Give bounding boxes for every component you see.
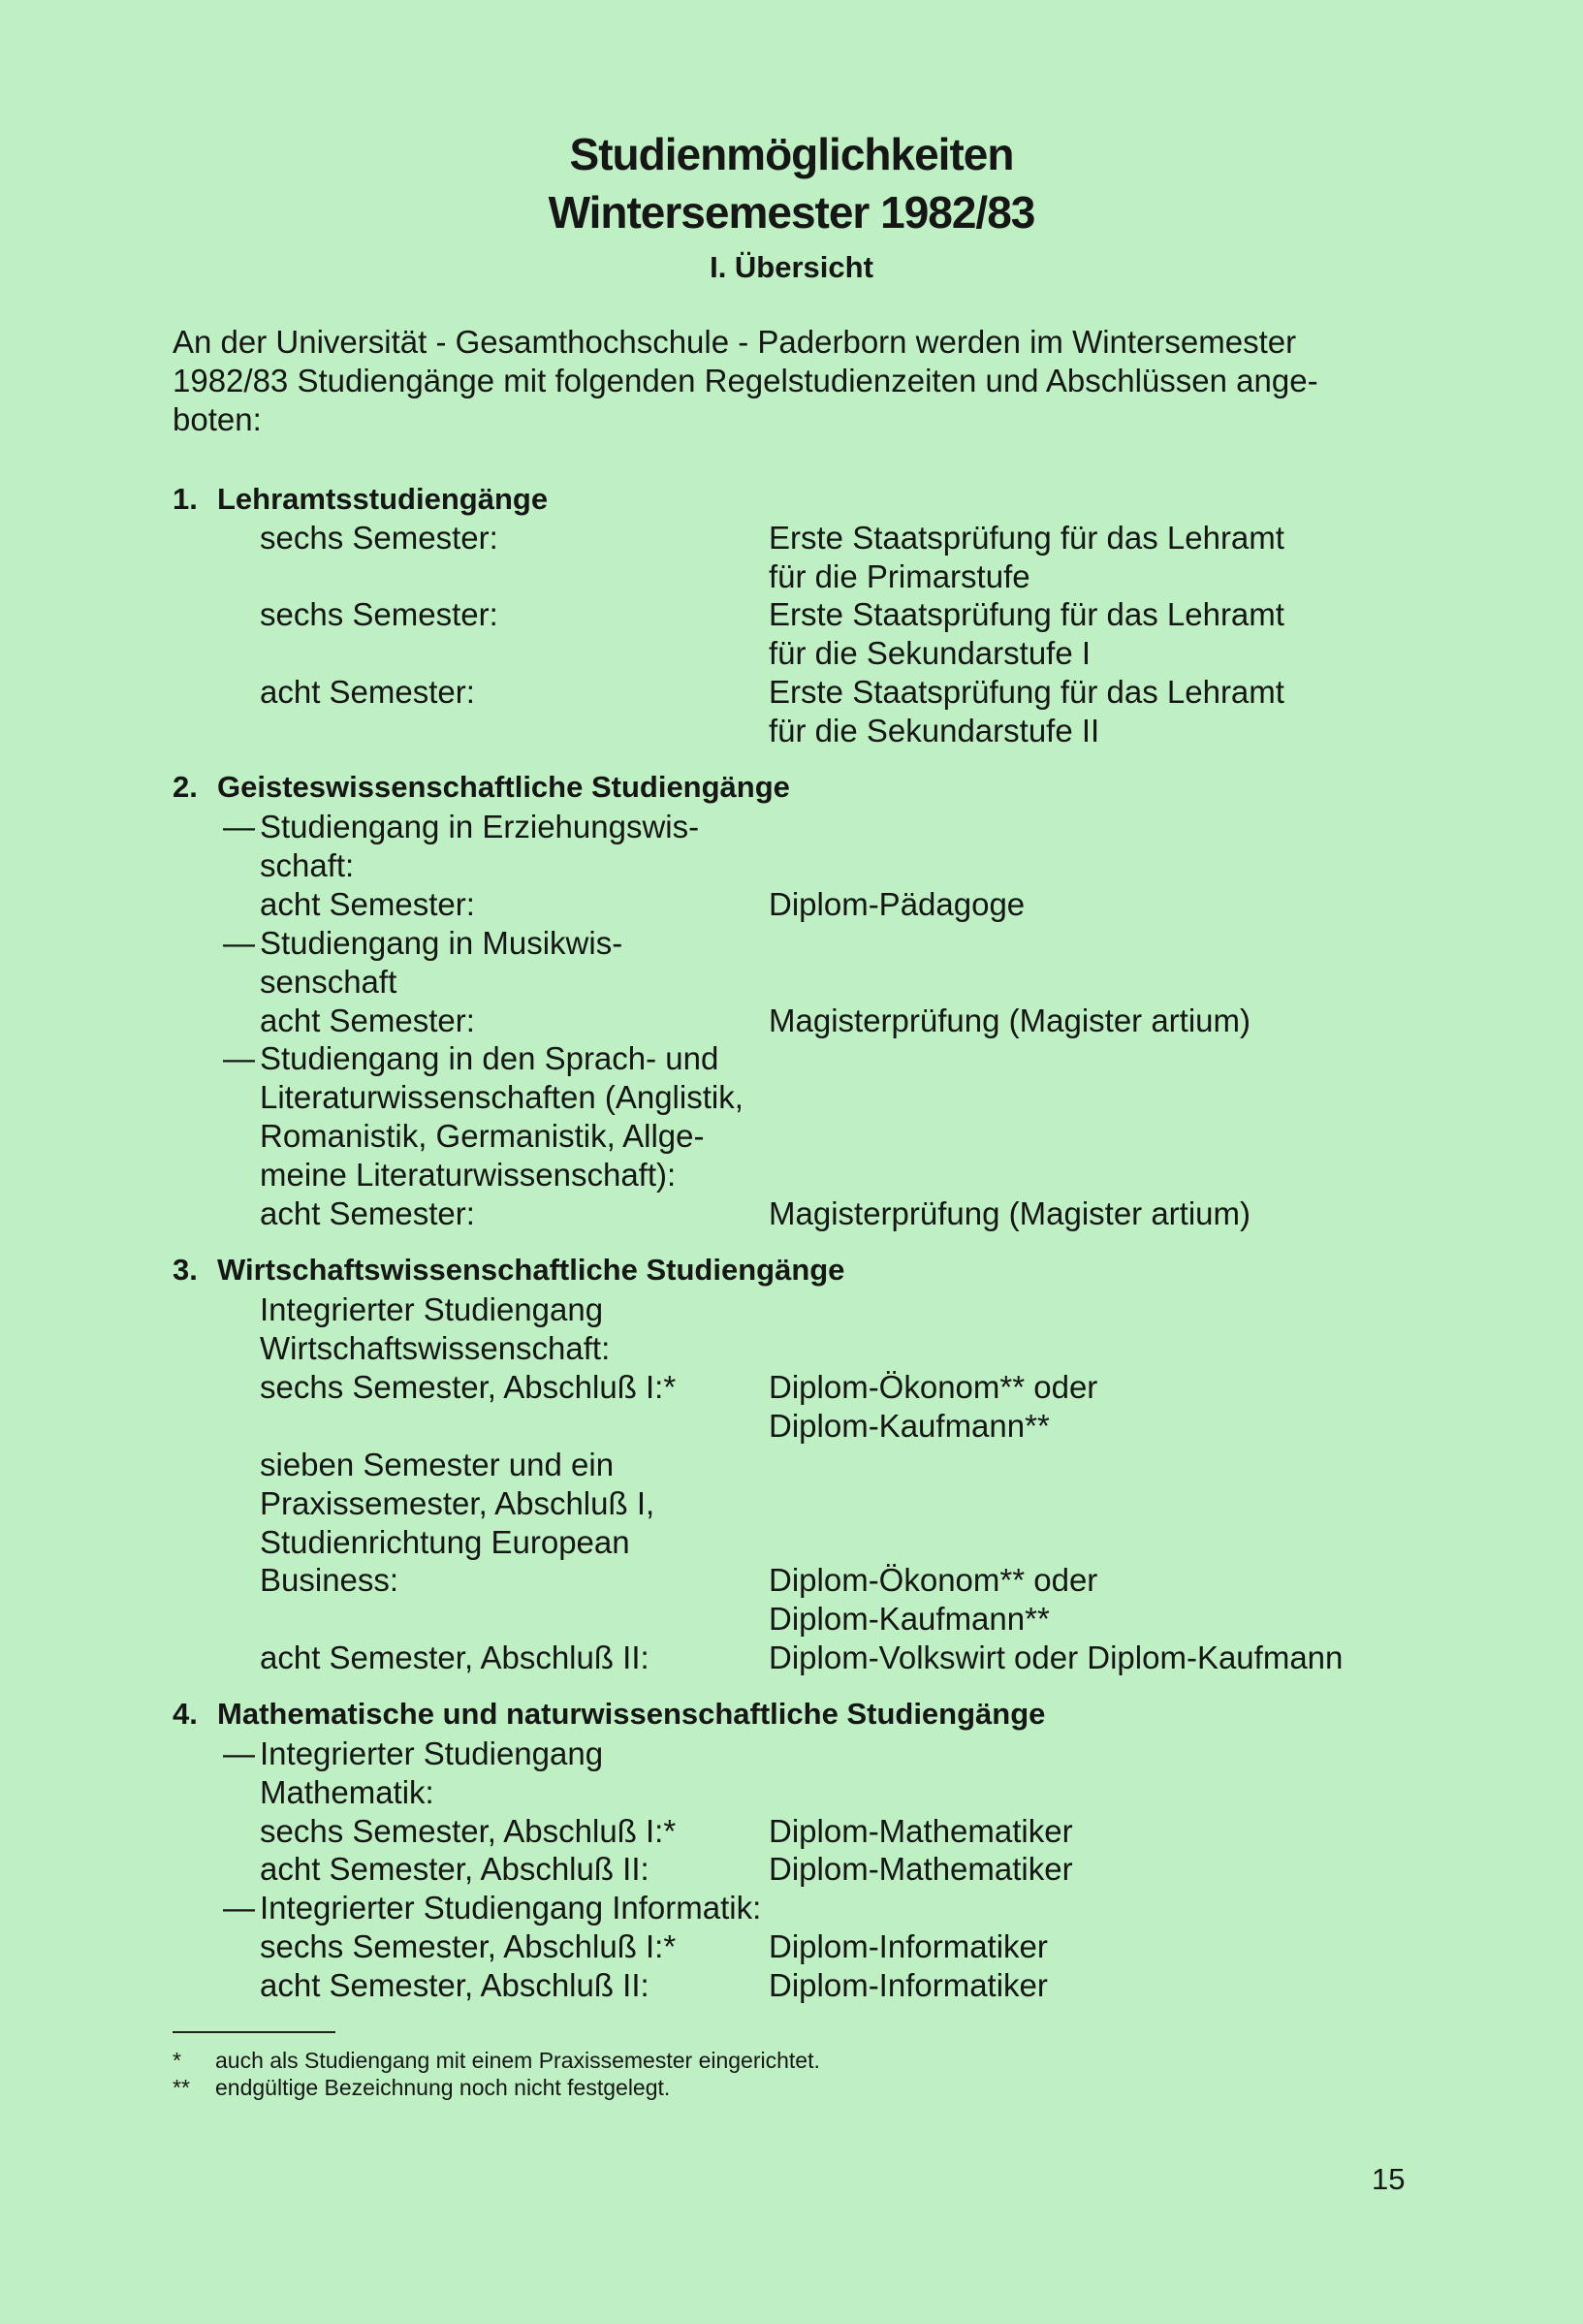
footnote	[173, 2075, 670, 2101]
section-number: 3.	[173, 1253, 198, 1287]
semester-label: Praxissemester, Abschluß I,	[260, 1485, 655, 1521]
page-number: 15	[1372, 2162, 1406, 2196]
section-heading-mathematik	[173, 1697, 1045, 1732]
degree-label: für die Sekundarstufe I	[769, 635, 1092, 671]
section-heading-geisteswissenschaften	[173, 770, 790, 805]
section-number: 4.	[173, 1697, 198, 1731]
list-dash: —	[223, 1040, 255, 1076]
semester-label: acht Semester:	[260, 886, 475, 922]
semester-label: acht Semester, Abschluß II:	[260, 1967, 649, 2003]
section-title: Mathematische und naturwissenschaftliche Studiengänge	[217, 1697, 1046, 1731]
section-heading-lehramt	[173, 482, 548, 517]
degree-label: Diplom-Kaufmann**	[769, 1408, 1050, 1444]
semester-label: acht Semester:	[260, 1195, 475, 1231]
footnote	[173, 2048, 820, 2074]
semester-label: sechs Semester, Abschluß I:*	[260, 1928, 677, 1964]
degree-label: Diplom-Mathematiker	[769, 1851, 1073, 1887]
degree-label: Erste Staatsprüfung für das Lehramt	[769, 596, 1284, 632]
section-heading-wirtschaft	[173, 1253, 844, 1288]
list-dash: —	[223, 925, 255, 961]
program-name: schaft:	[260, 847, 355, 883]
program-name: Romanistik, Germanistik, Allge-	[260, 1118, 705, 1154]
degree-label: Diplom-Volkswirt oder Diplom-Kaufmann	[769, 1640, 1344, 1675]
program-name: Mathematik:	[260, 1774, 434, 1810]
intro-line: An der Universität - Gesamthochschule - Paderborn werden im Wintersemester	[173, 324, 1297, 360]
degree-label: Diplom-Kaufmann**	[769, 1601, 1050, 1637]
degree-label: Magisterprüfung (Magister artium)	[769, 1195, 1251, 1231]
page-title: Studienmöglichkeiten	[569, 129, 1014, 179]
intro-line: 1982/83 Studiengänge mit folgenden Regelstudienzeiten und Abschlüssen ange-	[173, 363, 1318, 398]
degree-label: für die Sekundarstufe II	[769, 713, 1100, 748]
program-name: Literaturwissenschaften (Anglistik,	[260, 1079, 744, 1115]
section-title: Wirtschaftswissenschaftliche Studiengänge	[217, 1253, 845, 1287]
program-name: Integrierter Studiengang	[260, 1735, 604, 1771]
section-number: 1.	[173, 482, 198, 516]
list-dash: —	[223, 1890, 255, 1926]
semester-label: acht Semester, Abschluß II:	[260, 1851, 649, 1887]
degree-label: Diplom-Informatiker	[769, 1967, 1048, 2003]
degree-label: Magisterprüfung (Magister artium)	[769, 1003, 1251, 1038]
semester-label: sechs Semester, Abschluß I:*	[260, 1813, 677, 1849]
degree-label: Diplom-Ökonom** oder	[769, 1562, 1098, 1598]
degree-label: Diplom-Informatiker	[769, 1928, 1048, 1964]
section-title: Geisteswissenschaftliche Studiengänge	[217, 770, 790, 804]
degree-label: Erste Staatsprüfung für das Lehramt	[769, 674, 1284, 710]
semester-label: acht Semester:	[260, 1003, 475, 1038]
page-subtitle: I. Übersicht	[710, 250, 873, 284]
program-name: Integrierter Studiengang Informatik:	[260, 1890, 762, 1926]
program-name: Wirtschaftswissenschaft:	[260, 1330, 611, 1366]
semester-label: Studienrichtung European	[260, 1524, 630, 1560]
degree-label: für die Primarstufe	[769, 558, 1030, 594]
section-title: Lehramtsstudiengänge	[217, 482, 549, 516]
program-name: senschaft	[260, 964, 397, 1000]
section-number: 2.	[173, 770, 198, 804]
semester-label: Business:	[260, 1562, 399, 1598]
semester-label: sechs Semester, Abschluß I:*	[260, 1369, 677, 1405]
semester-label: acht Semester:	[260, 674, 475, 710]
degree-label: Diplom-Mathematiker	[769, 1813, 1073, 1849]
program-name: Integrierter Studiengang	[260, 1291, 604, 1327]
footnote-divider	[173, 2031, 335, 2033]
list-dash: —	[223, 809, 255, 844]
list-dash: —	[223, 1735, 255, 1771]
footnote-marker: **	[173, 2075, 190, 2100]
semester-label: acht Semester, Abschluß II:	[260, 1640, 649, 1675]
degree-label: Diplom-Ökonom** oder	[769, 1369, 1098, 1405]
page-title-semester: Wintersemester 1982/83	[548, 187, 1035, 238]
program-name: Studiengang in Erziehungswis-	[260, 809, 700, 844]
semester-label: sechs Semester:	[260, 596, 498, 632]
intro-line: boten:	[173, 401, 262, 437]
footnote-text: auch als Studiengang mit einem Praxissemester eingerichtet.	[215, 2048, 820, 2073]
footnote-text: endgültige Bezeichnung noch nicht festgelegt.	[215, 2075, 671, 2100]
footnote-marker: *	[173, 2048, 181, 2073]
semester-label: sechs Semester:	[260, 520, 498, 556]
program-name: Studiengang in den Sprach- und	[260, 1040, 719, 1076]
program-name: meine Literaturwissenschaft):	[260, 1157, 677, 1193]
intro-paragraph	[173, 323, 1423, 439]
program-name: Studiengang in Musikwis-	[260, 925, 623, 961]
degree-label: Diplom-Pädagoge	[769, 886, 1026, 922]
semester-label: sieben Semester und ein	[260, 1447, 615, 1482]
degree-label: Erste Staatsprüfung für das Lehramt	[769, 520, 1284, 556]
